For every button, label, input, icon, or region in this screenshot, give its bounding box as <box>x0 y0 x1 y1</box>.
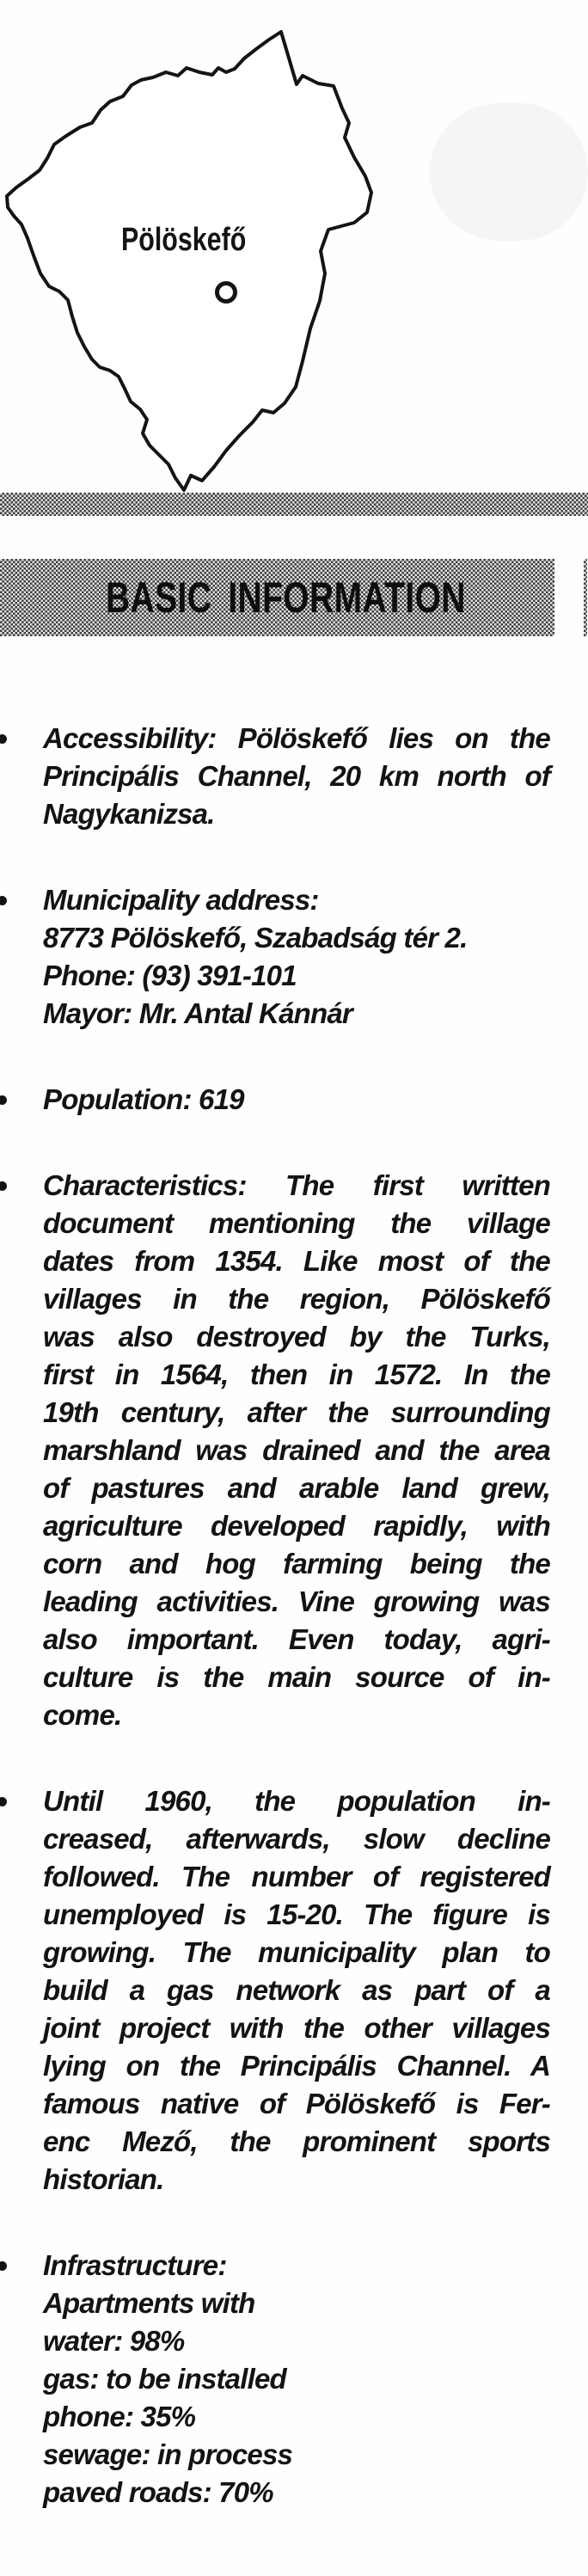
text-line: corn and hog farming being the <box>43 1548 550 1579</box>
text-line: build a gas network as part of a <box>43 1974 550 2006</box>
text-line: culture is the main source of in- <box>43 1661 550 1693</box>
bullet-dot <box>0 734 7 744</box>
page-edge-mark <box>584 559 587 636</box>
bullet-item <box>0 720 550 833</box>
text-line: also important. Even today, agri- <box>43 1623 550 1655</box>
text-line: marshland was drained and the area <box>43 1434 550 1466</box>
text-line: document mentioning the village <box>43 1207 550 1239</box>
text-line: creased, afterwards, slow decline <box>43 1823 550 1855</box>
text-line: Characteristics: The first written <box>43 1169 550 1201</box>
text-line: followed. The number of registered <box>43 1861 550 1892</box>
text-line: sewage: in process <box>43 2438 293 2470</box>
text-line: agriculture developed rapidly, with <box>43 1510 550 1542</box>
text-line: dates from 1354. Like most of the <box>43 1245 550 1277</box>
bullet-item <box>0 1167 550 1734</box>
text-line: Infrastructure: <box>43 2249 227 2281</box>
section-header <box>0 559 554 636</box>
text-line: Mayor: Mr. Antal Kánnár <box>43 997 352 1029</box>
text-line: 8773 Pölöskefő, Szabadság tér 2. <box>43 922 468 954</box>
bullet-item <box>0 1782 550 2199</box>
bullet-dot <box>0 1797 7 1806</box>
text-line: historian. <box>43 2163 164 2195</box>
village-marker-icon <box>215 281 237 304</box>
section-title: BASIC INFORMATION <box>106 573 466 622</box>
map-outline <box>0 0 588 493</box>
text-line: Phone: (93) 391-101 <box>43 960 297 991</box>
bullet-dot <box>0 1181 7 1191</box>
map-label: Pölöskefő <box>121 222 247 258</box>
bullet-item <box>0 881 550 1033</box>
text-line: come. <box>43 1699 122 1731</box>
text-line: paved roads: 70% <box>43 2476 273 2508</box>
text-line: lying on the Principális Channel. A <box>43 2050 550 2082</box>
text-line: Until 1960, the population in- <box>43 1785 550 1817</box>
text-line: Accessibility: Pölöskefő lies on the <box>43 722 550 754</box>
bullet-dot <box>0 1095 7 1105</box>
bullet-item <box>0 2247 550 2512</box>
text-line: Principális Channel, 20 km north of <box>43 760 550 792</box>
bullet-list <box>0 720 550 2560</box>
text-line: was also destroyed by the Turks, <box>43 1321 550 1352</box>
text-line: Nagykanizsa. <box>43 798 215 830</box>
divider-band <box>0 493 588 516</box>
text-line: of pastures and arable land grew, <box>43 1472 550 1504</box>
text-line: leading activities. Vine growing was <box>43 1585 550 1617</box>
text-line: joint project with the other villages <box>43 2012 550 2044</box>
text-line: Population: 619 <box>43 1083 244 1115</box>
text-line: first in 1564, then in 1572. In the <box>43 1359 550 1390</box>
text-line: gas: to be installed <box>43 2363 286 2395</box>
text-line: famous native of Pölöskefő is Fer- <box>43 2088 550 2119</box>
text-line: enc Mező, the prominent sports <box>43 2125 550 2157</box>
text-line: water: 98% <box>43 2325 185 2357</box>
bullet-dot <box>0 2261 7 2271</box>
text-line: 19th century, after the surrounding <box>43 1396 550 1428</box>
text-line: phone: 35% <box>43 2401 196 2432</box>
text-line: unemployed is 15-20. The figure is <box>43 1898 550 1930</box>
bullet-dot <box>0 896 7 905</box>
village-map <box>0 0 588 493</box>
bullet-item <box>0 1081 550 1119</box>
text-line: Apartments with <box>43 2287 255 2319</box>
text-line: Municipality address: <box>43 884 319 916</box>
text-line: villages in the region, Pölöskefő <box>43 1283 550 1315</box>
text-line: growing. The municipality plan to <box>43 1936 550 1968</box>
